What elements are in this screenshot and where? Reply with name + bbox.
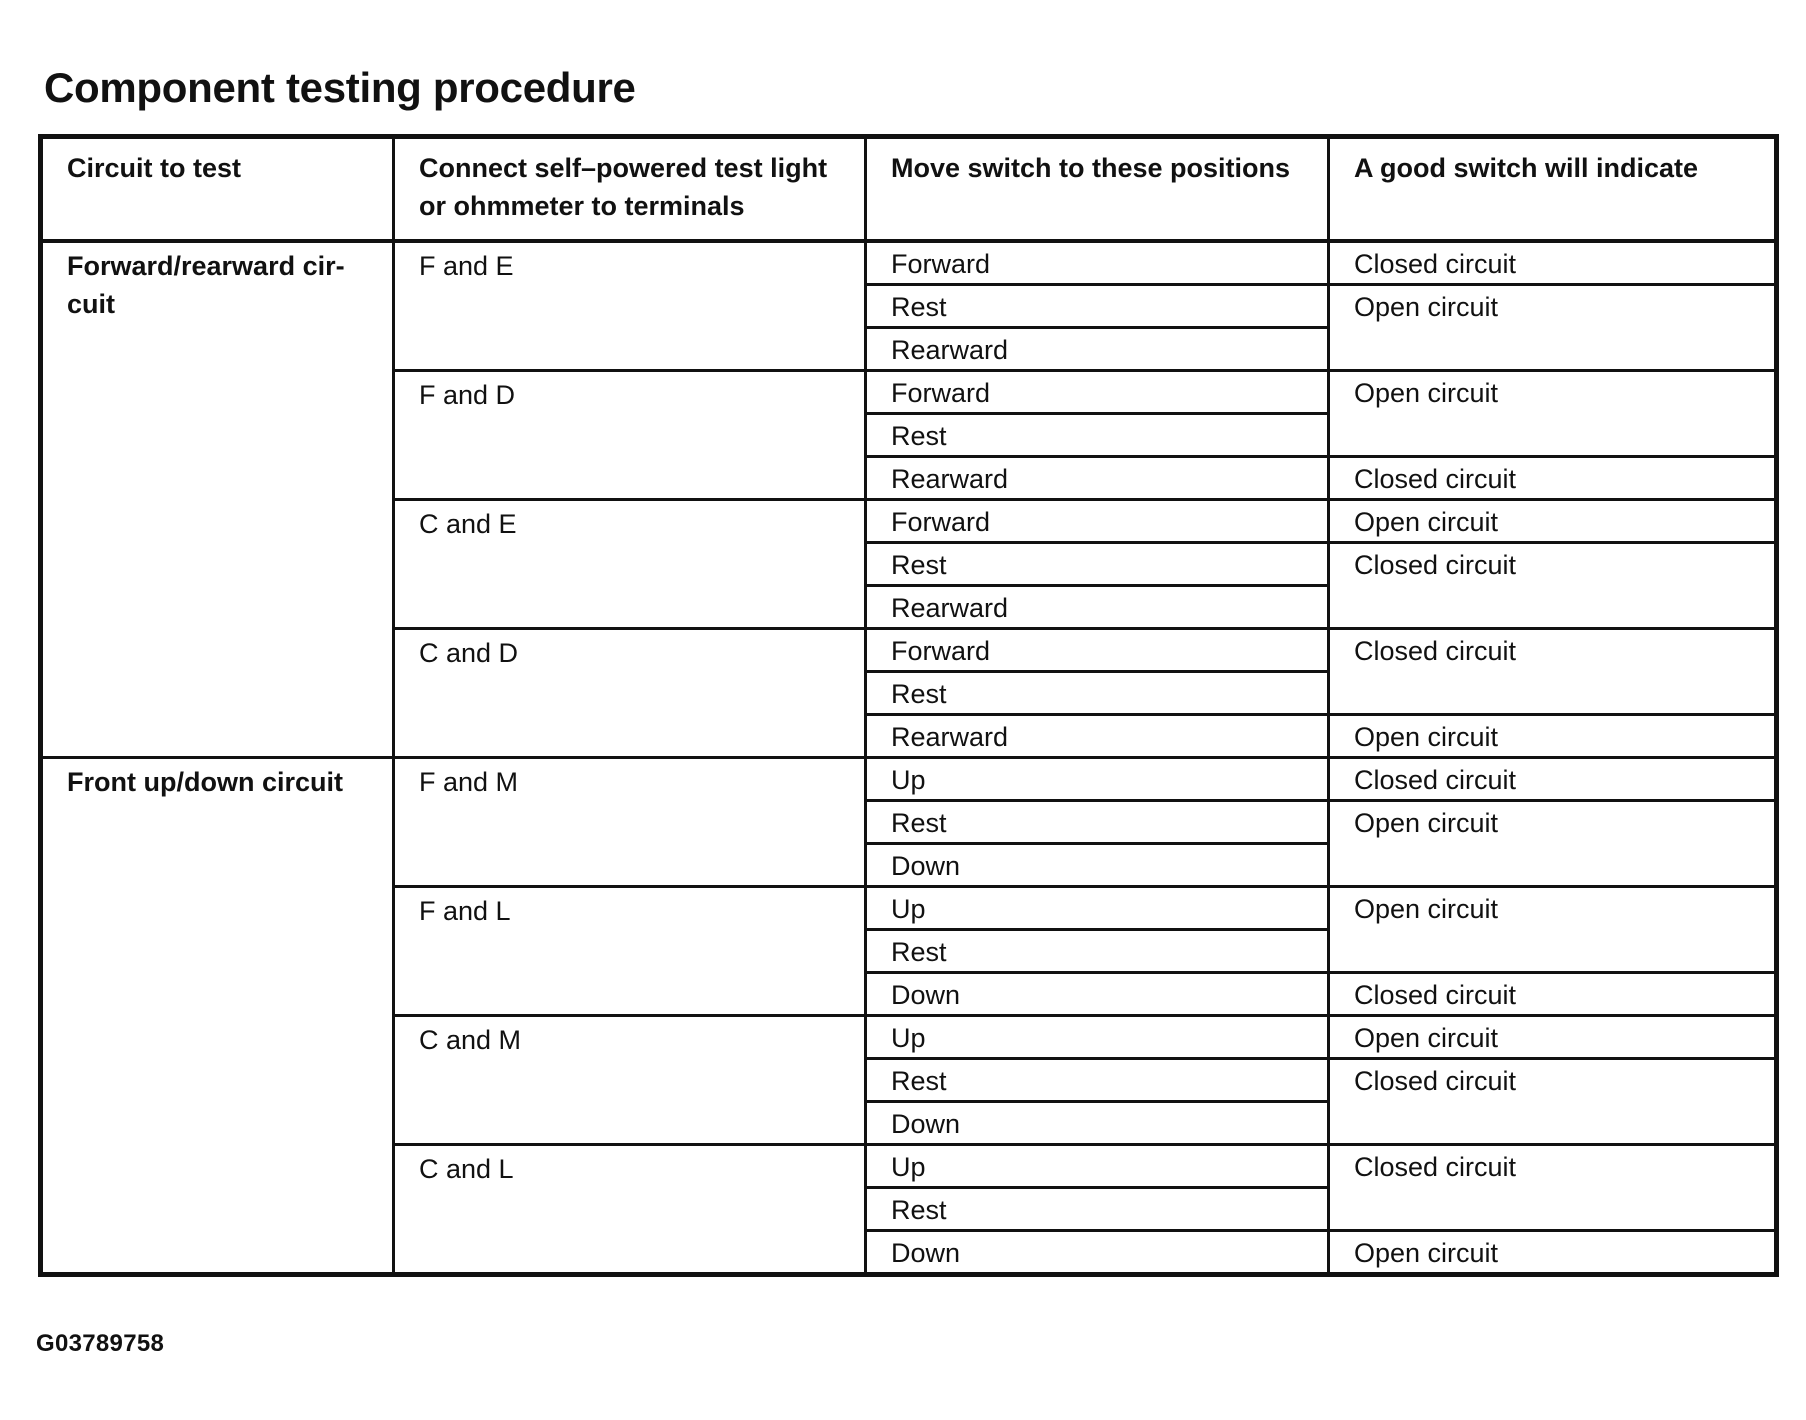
switch-position-cell: Rest [866, 285, 1329, 328]
figure-code: G03789758 [36, 1330, 165, 1357]
indication-cell: Closed circuit [1329, 629, 1777, 715]
switch-position-cell: Up [866, 758, 1329, 801]
terminals-cell: C and L [394, 1145, 866, 1275]
terminals-cell: C and M [394, 1016, 866, 1145]
indication-cell: Closed circuit [1329, 973, 1777, 1016]
testing-table-container [38, 134, 1774, 1277]
switch-position-cell: Rest [866, 543, 1329, 586]
header-terminals: Connect self–powered test light or ohmmeter to terminals [394, 137, 866, 242]
table-header-row [41, 137, 1777, 242]
switch-position-cell: Up [866, 887, 1329, 930]
switch-position-cell: Rearward [866, 328, 1329, 371]
terminals-cell: F and L [394, 887, 866, 1016]
page-title: Component testing procedure [44, 64, 636, 111]
switch-position-cell: Down [866, 1102, 1329, 1145]
indication-cell: Open circuit [1329, 715, 1777, 758]
switch-position-cell: Rest [866, 672, 1329, 715]
switch-position-cell: Down [866, 973, 1329, 1016]
circuit-name-cell: Forward/rearward cir-cuit [41, 241, 394, 758]
table-body [41, 241, 1777, 1275]
switch-position-cell: Rearward [866, 457, 1329, 500]
switch-position-cell: Up [866, 1016, 1329, 1059]
terminals-cell: F and D [394, 371, 866, 500]
switch-position-cell: Rest [866, 930, 1329, 973]
table-row [41, 241, 1777, 285]
terminals-cell: C and E [394, 500, 866, 629]
component-testing-table [38, 134, 1779, 1277]
switch-position-cell: Rest [866, 1059, 1329, 1102]
switch-position-cell: Rest [866, 1188, 1329, 1231]
switch-position-cell: Forward [866, 371, 1329, 414]
switch-position-cell: Down [866, 1231, 1329, 1275]
indication-cell: Open circuit [1329, 1016, 1777, 1059]
indication-cell: Closed circuit [1329, 758, 1777, 801]
switch-position-cell: Rest [866, 801, 1329, 844]
terminals-cell: F and E [394, 241, 866, 371]
switch-position-cell: Down [866, 844, 1329, 887]
indication-cell: Closed circuit [1329, 1059, 1777, 1145]
terminals-cell: F and M [394, 758, 866, 887]
header-switch-positions: Move switch to these positions [866, 137, 1329, 242]
indication-cell: Open circuit [1329, 285, 1777, 371]
switch-position-cell: Forward [866, 629, 1329, 672]
switch-position-cell: Up [866, 1145, 1329, 1188]
header-circuit-to-test: Circuit to test [41, 137, 394, 242]
indication-cell: Open circuit [1329, 1231, 1777, 1275]
switch-position-cell: Rearward [866, 586, 1329, 629]
indication-cell: Open circuit [1329, 801, 1777, 887]
indication-cell: Open circuit [1329, 371, 1777, 457]
switch-position-cell: Forward [866, 241, 1329, 285]
switch-position-cell: Forward [866, 500, 1329, 543]
indication-cell: Closed circuit [1329, 241, 1777, 285]
table-row [41, 758, 1777, 801]
indication-cell: Closed circuit [1329, 543, 1777, 629]
indication-cell: Open circuit [1329, 500, 1777, 543]
indication-cell: Closed circuit [1329, 457, 1777, 500]
header-good-switch-indication: A good switch will indicate [1329, 137, 1777, 242]
indication-cell: Open circuit [1329, 887, 1777, 973]
terminals-cell: C and D [394, 629, 866, 758]
switch-position-cell: Rest [866, 414, 1329, 457]
circuit-name-cell: Front up/down circuit [41, 758, 394, 1275]
indication-cell: Closed circuit [1329, 1145, 1777, 1231]
switch-position-cell: Rearward [866, 715, 1329, 758]
